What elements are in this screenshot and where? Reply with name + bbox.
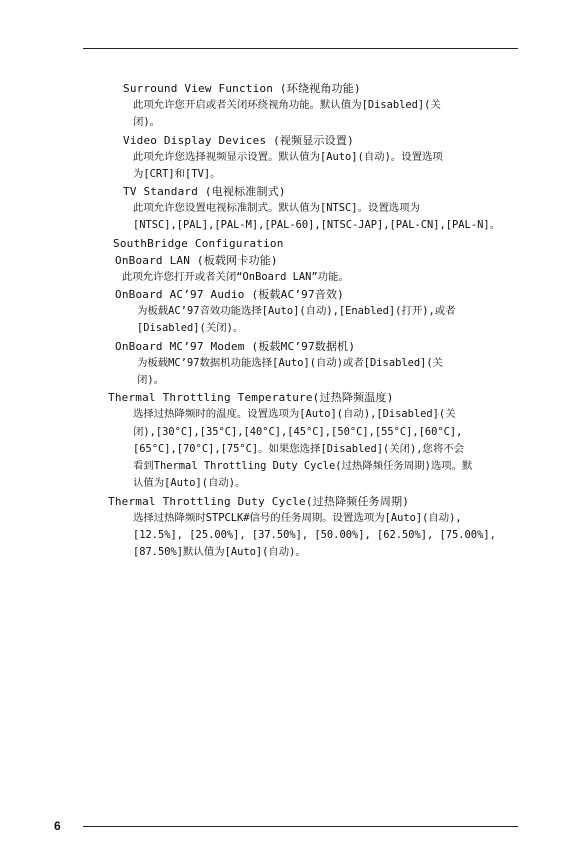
entry-description: 选择过热降频时的温度。设置选项为[Auto](自动),[Disabled](关 闭),[30°C],[35°C],[40°C],[45°C],[50°C],[55°C],[60°C], [65°C],[70°C],[75°C]。如果您选择[Disabled](关闭),您将不会 看到Thermal Throttling Duty Cycle(过热降频任务周期)选项。默 认值为[Auto](自动)。 — [133, 408, 473, 490]
entry-description: 此项允许您开启或者关闭环绕视角功能。默认值为[Disabled](关 闭)。 — [133, 99, 441, 129]
entry-title: Thermal Throttling Duty Cycle(过热降频任务周期) — [108, 494, 410, 508]
entry-onboard-ac97-audio — [0, 286, 579, 338]
page-number: 6 — [54, 819, 61, 833]
entry-title: OnBoard LAN (板载网卡功能) — [115, 253, 278, 267]
entry-description: 此项允许您设置电视标准制式。默认值为[NTSC]。设置选项为 [NTSC],[PAL],[PAL-M],[PAL-60],[NTSC-JAP],[PAL-CN],[PAL-N]。 — [133, 202, 500, 232]
entry-onboard-lan — [0, 252, 579, 286]
entry-description: 此项允许您打开或者关闭“OnBoard LAN”功能。 — [122, 270, 349, 283]
entry-title: Surround View Function (环绕视角功能) — [123, 82, 361, 95]
section-heading: SouthBridge Configuration — [113, 236, 284, 250]
entry-video-display-devices — [0, 132, 579, 184]
entry-onboard-mc97-modem — [0, 338, 579, 390]
entry-tv-standard — [0, 183, 579, 235]
entry-title: OnBoard MC’97 Modem (板载MC’97数据机) — [115, 339, 356, 353]
top-rule — [83, 48, 518, 49]
entry-title: Video Display Devices (视频显示设置) — [123, 133, 354, 147]
entry-thermal-throttling-temperature — [0, 389, 579, 492]
entry-description: 选择过热降频时STPCLK#信号的任务周期。设置选项为[Auto](自动), [12.5%], [25.00%], [37.50%], [50.00%], [62.50%], [75.00%], [87.50%]默认值为[Auto](自动)。 — [133, 511, 496, 559]
entry-title: OnBoard AC’97 Audio (板载AC’97音效) — [115, 288, 345, 302]
entry-title: Thermal Throttling Temperature(过热降频温度) — [108, 391, 394, 405]
entry-description: 为板载MC’97数据机功能选择[Auto](自动)或者[Disabled](关 闭)。 — [137, 356, 443, 386]
entry-title: TV Standard (电视标准制式) — [123, 185, 286, 199]
document-body — [0, 80, 579, 562]
entry-thermal-throttling-duty-cycle — [0, 493, 579, 562]
bottom-rule — [83, 826, 518, 827]
section-southbridge-configuration — [0, 235, 579, 252]
entry-surround-view-function — [0, 80, 579, 132]
entry-description: 此项允许您选择视频显示设置。默认值为[Auto](自动)。设置选项 为[CRT]和[TV]。 — [133, 150, 443, 180]
entry-description: 为板载AC’97音效功能选择[Auto](自动),[Enabled](打开),或者 [Disabled](关闭)。 — [137, 305, 456, 335]
